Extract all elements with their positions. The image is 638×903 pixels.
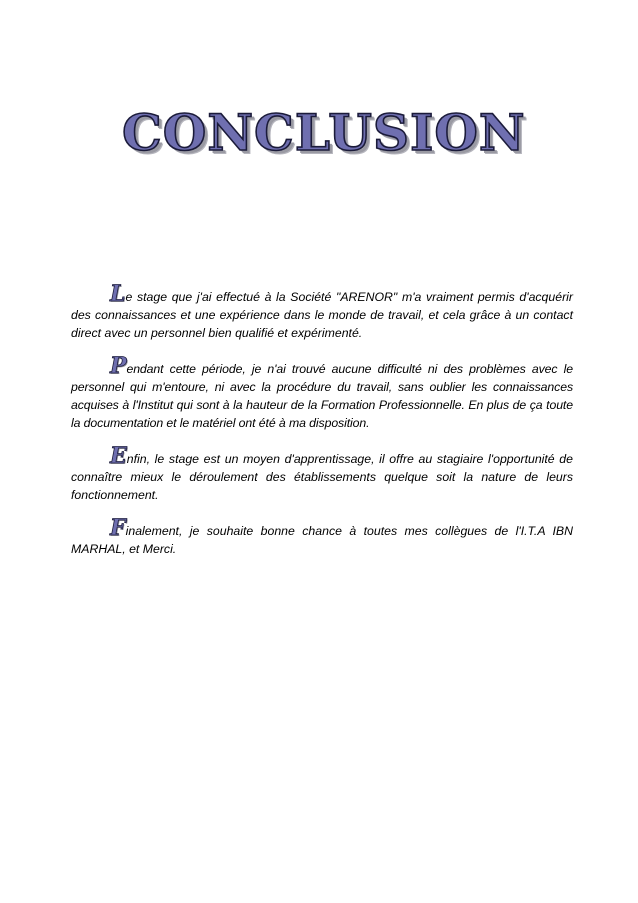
page-title: CONCLUSION bbox=[122, 103, 526, 162]
paragraph-3 bbox=[71, 443, 573, 504]
paragraph-3-initial: E bbox=[110, 443, 127, 469]
conclusion-body bbox=[71, 281, 573, 576]
paragraph-1 bbox=[71, 281, 573, 342]
paragraph-2 bbox=[71, 353, 573, 432]
paragraph-2-initial: P bbox=[110, 353, 127, 379]
paragraph-2-text: endant cette période, je n'ai trouvé aucune difficulté ni des problèmes avec le personnel qui m'entoure, ni avec la procédure du travail, sans oublier les connaissances acquises à l'Institut qui sont à la hauteur de la Formation Professionnelle. En plus de ça toute la documentation et le matériel ont été à ma disposition. bbox=[71, 362, 573, 430]
paragraph-4 bbox=[71, 515, 573, 558]
paragraph-4-text: inalement, je souhaite bonne chance à toutes mes collègues de l'I.T.A IBN MARHAL, et Merci. bbox=[71, 524, 573, 556]
paragraph-4-initial: F bbox=[110, 515, 126, 541]
paragraph-3-text: nfin, le stage est un moyen d'apprentissage, il offre au stagiaire l'opportunité de connaître mieux le déroulement des établissements quelque soit la nature de leurs fonctionnement. bbox=[71, 452, 573, 502]
paragraph-1-text: e stage que j'ai effectué à la Société "ARENOR" m'a vraiment permis d'acquérir des connaissances et une expérience dans le monde de travail, et cela grâce à un contact direct avec un personnel bien qualifié et expérimenté. bbox=[71, 290, 573, 340]
paragraph-1-initial: L bbox=[110, 281, 126, 307]
